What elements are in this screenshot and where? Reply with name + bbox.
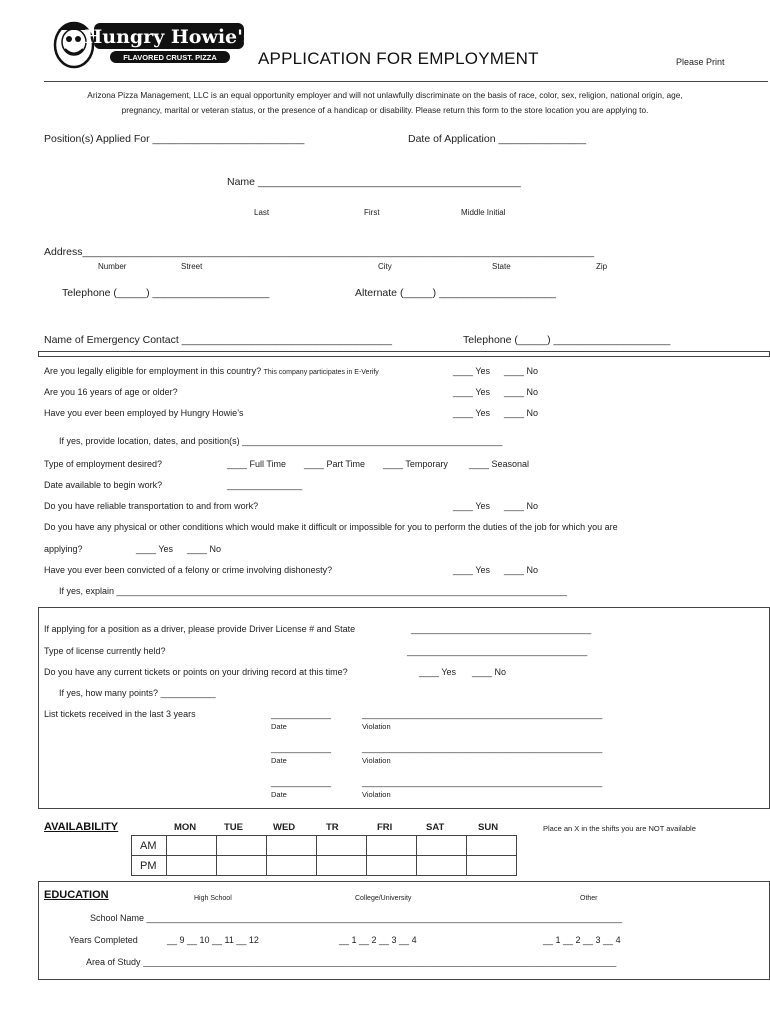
hungry-howies-logo: [52, 20, 246, 70]
cell-pm-mon[interactable]: [167, 856, 217, 876]
cell-pm-tue[interactable]: [217, 856, 267, 876]
school-name-label: School Name: [90, 913, 145, 923]
address-sub-number: Number: [98, 262, 127, 271]
cell-pm-sat[interactable]: [417, 856, 467, 876]
ticket2-date-line[interactable]: ____________: [271, 743, 332, 753]
logo-brand-text: Hungry Howie's: [84, 26, 246, 48]
emergency-tel-line: _____) ____________________: [517, 334, 671, 346]
availability-row-pm: [132, 856, 517, 876]
tickets-no-option[interactable]: ____ No: [472, 667, 507, 677]
day-sun: SUN: [478, 822, 499, 833]
day-sat: SAT: [426, 822, 445, 833]
position-label: Position(s) Applied For: [44, 133, 150, 145]
address-sub-zip: Zip: [596, 262, 608, 271]
license-type-label: Type of license currently held?: [44, 646, 166, 656]
q3-yes-option[interactable]: ____ Yes: [453, 408, 491, 418]
area-of-study-label: Area of Study: [86, 957, 141, 967]
q2-yes-option[interactable]: ____ Yes: [453, 387, 491, 397]
q7-text-continued: applying?: [44, 544, 83, 554]
address-label: Address: [44, 246, 83, 258]
q7-yes-option[interactable]: ____ Yes: [136, 544, 174, 554]
emergency-telephone-field[interactable]: [463, 334, 670, 346]
ticket2-date-label: Date: [271, 756, 287, 765]
license-type-line[interactable]: ____________________________________: [407, 646, 588, 656]
eeo-statement-line1: Arizona Pizza Management, LLC is an equal opportunity employer and will not unlawfully discriminate on the basis of race, color, sex, religion, national origin, age,: [87, 90, 683, 100]
position-line: __________________________: [152, 133, 305, 145]
q5-date-line[interactable]: _______________: [227, 480, 303, 490]
alternate-line: _____) ____________________: [403, 287, 556, 299]
address-sub-state: State: [492, 262, 511, 271]
emergency-line: ____________________________________: [181, 334, 392, 346]
q3-no-option[interactable]: ____ No: [504, 408, 539, 418]
q3-followup-line: ____________________________________________________: [242, 436, 503, 446]
section-divider-bar: [38, 351, 770, 357]
q3-text: Have you ever been employed by Hungry Howie’s: [44, 408, 244, 418]
telephone-field[interactable]: [62, 287, 269, 299]
address-line: ____________________________________________________________________________________________: [82, 247, 595, 258]
day-tue: TUE: [224, 822, 243, 833]
row-label-pm: PM: [132, 856, 167, 876]
please-print-note: Please Print: [676, 57, 725, 67]
date-line: _______________: [498, 133, 587, 145]
day-mon: MON: [174, 822, 197, 833]
education-heading: EDUCATION: [44, 889, 109, 901]
telephone-line: _____) ____________________: [116, 287, 270, 299]
emergency-tel-label: Telephone (: [463, 334, 518, 346]
driver-license-label: If applying for a position as a driver, please provide Driver License # and State: [44, 624, 356, 634]
eeo-statement-line2: pregnancy, marital or veteran status, or the presence of a handicap or disability. Please return this form to the store location you are applying to.: [121, 105, 649, 115]
ticket3-date-label: Date: [271, 790, 287, 799]
availability-note: Place an X in the shifts you are NOT available: [543, 824, 696, 833]
alternate-label: Alternate (: [355, 287, 404, 299]
q1-yes-option[interactable]: ____ Yes: [453, 366, 491, 376]
tickets-yes-option[interactable]: ____ Yes: [419, 667, 457, 677]
cell-pm-wed[interactable]: [267, 856, 317, 876]
day-tr: TR: [326, 822, 339, 833]
alternate-phone-field[interactable]: [355, 287, 556, 299]
ticket1-violation-label: Violation: [362, 722, 391, 731]
header-divider: [44, 81, 768, 82]
area-of-study-field[interactable]: [86, 957, 616, 967]
points-line: ___________: [160, 688, 216, 698]
day-fri: FRI: [377, 822, 393, 833]
q8-no-option[interactable]: ____ No: [504, 565, 539, 575]
ticket2-violation-line[interactable]: ________________________________________________: [362, 743, 603, 753]
form-title: APPLICATION FOR EMPLOYMENT: [258, 49, 539, 68]
date-label: Date of Application: [408, 133, 496, 145]
emergency-label: Name of Emergency Contact: [44, 334, 179, 346]
address-sub-street: Street: [181, 262, 203, 271]
ticket1-date-line[interactable]: ____________: [271, 709, 332, 719]
ticket1-violation-line[interactable]: ________________________________________________: [362, 709, 603, 719]
q5-text: Date available to begin work?: [44, 480, 163, 490]
cell-am-sun[interactable]: [467, 836, 517, 856]
edu-col-other: Other: [580, 895, 598, 902]
school-name-field[interactable]: [90, 913, 622, 923]
q3-followup-label: If yes, provide location, dates, and position(s): [59, 436, 240, 446]
availability-row-am: [132, 836, 517, 856]
q8-explain-field[interactable]: [59, 586, 567, 596]
cell-pm-sun[interactable]: [467, 856, 517, 876]
q8-explain-line: __________________________________________________________________________________________: [116, 586, 568, 596]
option-full-time[interactable]: ____ Full Time: [227, 459, 287, 469]
address-field[interactable]: [44, 246, 594, 258]
q3-followup-field[interactable]: [59, 436, 502, 446]
years-other-options[interactable]: __ 1 __ 2 __ 3 __ 4: [543, 935, 621, 945]
name-label: Name: [227, 176, 256, 188]
cell-am-mon[interactable]: [167, 836, 217, 856]
q4-text: Type of employment desired?: [44, 459, 163, 469]
cell-pm-fri[interactable]: [367, 856, 417, 876]
edu-col-high-school: High School: [194, 895, 232, 902]
name-field[interactable]: [227, 176, 521, 188]
q6-yes-option[interactable]: ____ Yes: [453, 501, 491, 511]
ticket2-violation-label: Violation: [362, 756, 391, 765]
row-label-am: AM: [132, 836, 167, 856]
years-college-options[interactable]: __ 1 __ 2 __ 3 __ 4: [339, 935, 417, 945]
q7-no-option[interactable]: ____ No: [187, 544, 222, 554]
q1-text: Are you legally eligible for employment in this country?: [44, 366, 262, 376]
name-sub-last: Last: [254, 208, 270, 217]
cell-pm-tr[interactable]: [317, 856, 367, 876]
years-completed-label: Years Completed: [69, 935, 138, 945]
cell-am-fri[interactable]: [367, 836, 417, 856]
q6-no-option[interactable]: ____ No: [504, 501, 539, 511]
ticket3-violation-label: Violation: [362, 790, 391, 799]
cell-am-tr[interactable]: [317, 836, 367, 856]
name-sub-first: First: [364, 208, 380, 217]
tickets-question: Do you have any current tickets or points on your driving record at this time?: [44, 667, 348, 677]
cell-am-tue[interactable]: [217, 836, 267, 856]
edu-col-college: College/University: [355, 895, 412, 902]
driver-license-line[interactable]: ____________________________________: [411, 624, 592, 634]
area-of-study-line: ___________________________________________________________________________________________________: [143, 957, 617, 967]
points-field[interactable]: [59, 688, 216, 698]
q8-yes-option[interactable]: ____ Yes: [453, 565, 491, 575]
q2-no-option[interactable]: ____ No: [504, 387, 539, 397]
application-date-field[interactable]: [408, 133, 586, 145]
day-wed: WED: [273, 822, 296, 833]
q6-text: Do you have reliable transportation to and from work?: [44, 501, 259, 511]
years-high-school-options[interactable]: __ 9 __ 10 __ 11 __ 12: [167, 935, 259, 945]
ticket1-date-label: Date: [271, 722, 287, 731]
school-name-line: _______________________________________________________________________________________________: [146, 913, 623, 923]
address-sub-city: City: [378, 262, 392, 271]
cell-am-wed[interactable]: [267, 836, 317, 856]
ticket3-violation-line[interactable]: ________________________________________________: [362, 777, 603, 787]
availability-grid: [131, 835, 517, 876]
option-part-time[interactable]: ____ Part Time: [304, 459, 366, 469]
emergency-contact-field[interactable]: [44, 334, 392, 346]
q1-everify-note: This company participates in E-Verify: [263, 369, 379, 376]
tickets-list-label: List tickets received in the last 3 years: [44, 709, 196, 719]
question-eligible: [44, 366, 379, 376]
cell-am-sat[interactable]: [417, 836, 467, 856]
ticket3-date-line[interactable]: ____________: [271, 777, 332, 787]
availability-heading: AVAILABILITY: [44, 821, 119, 833]
points-label: If yes, how many points?: [59, 688, 159, 698]
option-seasonal[interactable]: ____ Seasonal: [469, 459, 530, 469]
option-temporary[interactable]: ____ Temporary: [383, 459, 448, 469]
name-line: _____________________________________________: [257, 176, 521, 188]
position-applied-field[interactable]: [44, 133, 304, 145]
q8-explain-label: If yes, explain: [59, 586, 115, 596]
q8-text: Have you ever been convicted of a felony or crime involving dishonesty?: [44, 565, 333, 575]
q7-text: Do you have any physical or other conditions which would make it difficult or impossible for you to perform the duties of the job for which you are: [44, 522, 618, 532]
q1-no-option[interactable]: ____ No: [504, 366, 539, 376]
logo-tagline: FLAVORED CRUST. PIZZA: [123, 53, 217, 62]
name-sub-middle: Middle Initial: [461, 208, 506, 217]
telephone-label: Telephone (: [62, 287, 117, 299]
q2-text: Are you 16 years of age or older?: [44, 387, 178, 397]
